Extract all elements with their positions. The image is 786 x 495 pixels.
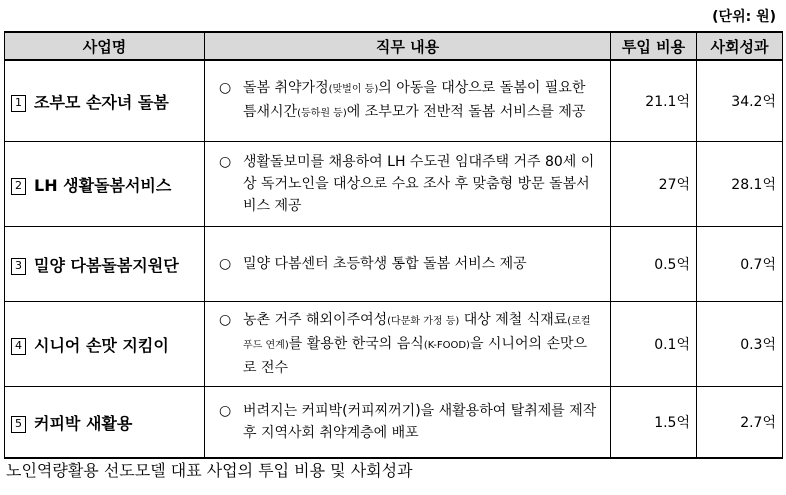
project-name: 조부모 손자녀 돌봄 [34, 92, 169, 112]
description-note: (등하원 등) [297, 108, 347, 119]
row-number-box: 1 [11, 95, 26, 112]
description-text: 생활돌보미를 채용하여 LH 수도권 임대주택 거주 80세 이상 독거노인을 대상으로 수요 조사 후 맞춤형 방문 돌봄서비스 제공 [243, 154, 595, 214]
row-number-box: 3 [11, 258, 26, 275]
description-note: (맞벌이 등) [328, 84, 379, 95]
job-description-cell [205, 227, 611, 302]
description-text: 의 아동을 대상으로 돌봄이 필요한 틈새시간 [243, 80, 586, 120]
social-outcome: 2.7억 [697, 387, 783, 459]
bullet-circle: ○ [219, 154, 232, 170]
social-outcome: 34.2억 [697, 60, 783, 142]
input-cost: 0.1억 [611, 302, 697, 387]
input-cost: 27억 [611, 142, 697, 227]
header-name: 사업명 [5, 32, 205, 60]
project-name-cell [5, 60, 205, 142]
description-text: 대상 제철 식재료 [459, 312, 568, 328]
job-description [243, 309, 600, 379]
bullet-circle: ○ [219, 312, 232, 328]
project-name: 커피박 새활용 [34, 413, 133, 433]
row-number-box: 4 [11, 338, 26, 355]
description-note: (다문화 가정 등) [387, 316, 460, 327]
input-cost: 0.5억 [611, 227, 697, 302]
input-cost: 1.5억 [611, 387, 697, 459]
job-description-cell [205, 302, 611, 387]
header-outcome: 사회성과 [697, 32, 783, 60]
description-text: 를 활용한 한국의 음식 [288, 336, 424, 352]
table-row [5, 387, 783, 459]
social-outcome: 0.7억 [697, 227, 783, 302]
unit-label: (단위: 원) [712, 9, 776, 25]
description-text: 에 조부모가 전반적 돌봄 서비스를 제공 [346, 104, 586, 120]
row-number-box: 2 [11, 178, 26, 195]
table-caption: 노인역량활용 선도모델 대표 사업의 투입 비용 및 사회성과 [6, 461, 413, 480]
description-note: (로컬 푸드 연계) [243, 316, 591, 351]
social-outcome: 0.3억 [697, 302, 783, 387]
job-description-cell [205, 60, 611, 142]
bullet-circle: ○ [219, 403, 232, 419]
job-description [243, 400, 600, 444]
header-content: 직무 내용 [205, 32, 611, 60]
description-text: 을 시니어의 손맛으로 전수 [243, 336, 588, 376]
row-number-box: 5 [11, 416, 26, 433]
project-name: 시니어 손맛 지킴이 [34, 335, 169, 355]
table-row [5, 60, 783, 142]
header-row [5, 32, 783, 60]
description-text: 밀양 다봄센터 초등학생 통합 돌봄 서비스 제공 [243, 256, 527, 272]
table-row [5, 302, 783, 387]
project-name-cell [5, 142, 205, 227]
job-description [243, 253, 527, 275]
bullet-circle: ○ [219, 256, 232, 272]
description-text: 버려지는 커피박(커피찌꺼기)을 새활용하여 탈취제를 제작 후 지역사회 취약계층에 배포 [243, 403, 597, 441]
project-name: 밀양 다봄돌봄지원단 [34, 255, 179, 275]
header-cost: 투입 비용 [611, 32, 697, 60]
description-note: (K-FOOD) [423, 340, 470, 351]
bullet-circle: ○ [219, 80, 232, 96]
description-text: 돌봄 취약가정 [243, 80, 329, 96]
social-outcome: 28.1억 [697, 142, 783, 227]
job-description [243, 77, 600, 125]
project-name-cell [5, 302, 205, 387]
table-row [5, 227, 783, 302]
job-description-cell [205, 142, 611, 227]
job-description-cell [205, 387, 611, 459]
input-cost: 21.1억 [611, 60, 697, 142]
project-table [4, 31, 783, 459]
project-name-cell [5, 387, 205, 459]
job-description [243, 151, 600, 217]
project-name: LH 생활돌봄서비스 [34, 175, 172, 195]
description-text: 농촌 거주 해외이주여성 [243, 312, 388, 328]
project-name-cell [5, 227, 205, 302]
table-row [5, 142, 783, 227]
